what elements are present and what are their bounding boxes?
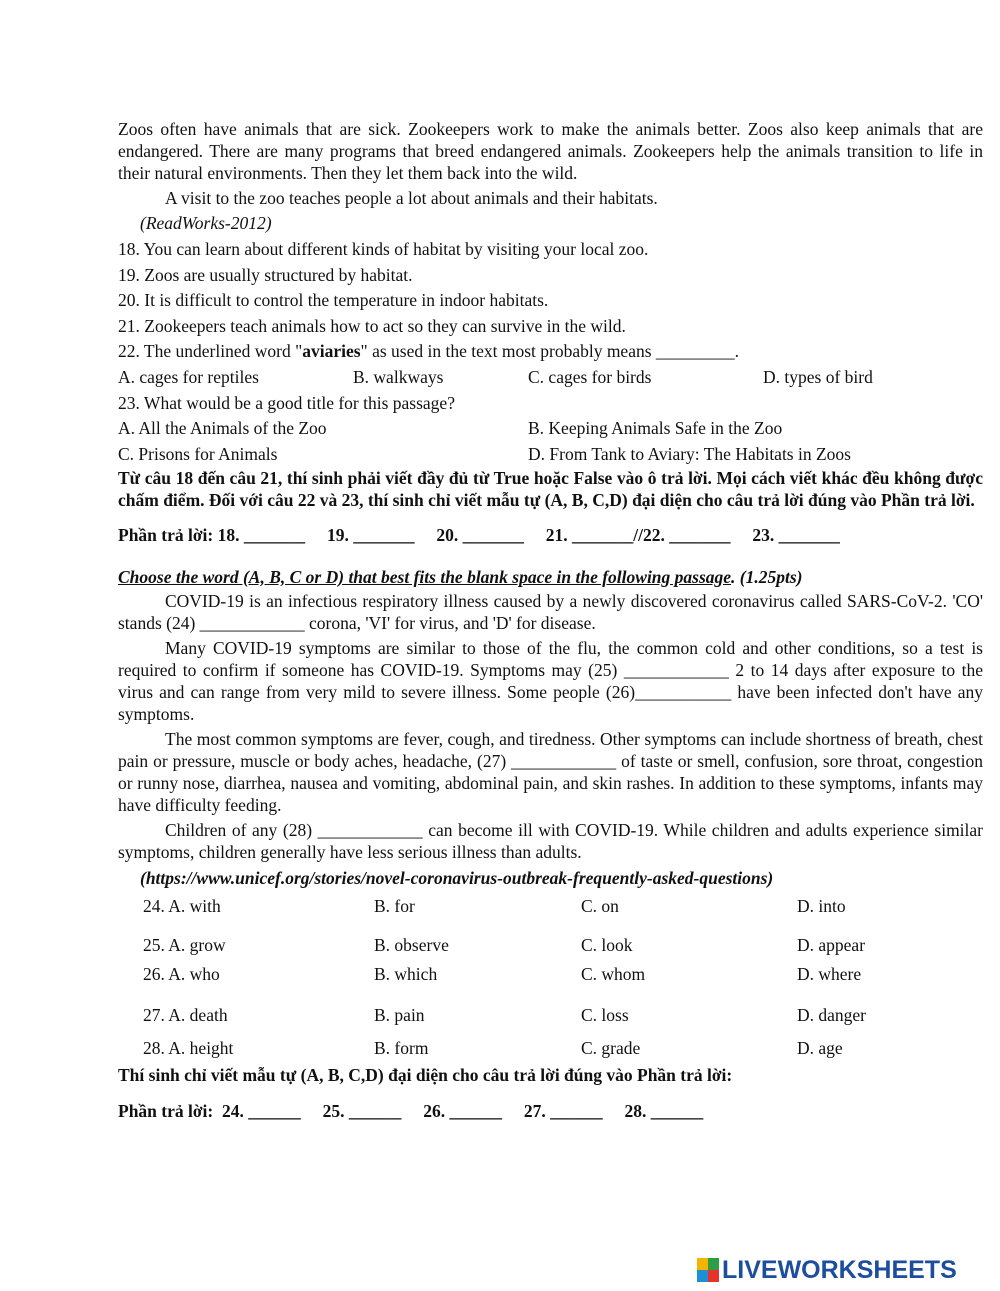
option-26-c: C. whom (581, 963, 646, 984)
option-24-a: 24. A. with (143, 895, 221, 916)
option-28-d: D. age (797, 1037, 843, 1058)
cloze-heading-suffix: . (1.25pts) (731, 566, 803, 587)
option-24-c: C. on (581, 895, 619, 916)
option-25-c: C. look (581, 934, 633, 955)
question-23: 23. What would be a good title for this passage? (118, 392, 455, 413)
cloze-options-24 (118, 895, 983, 917)
option-26-d: D. where (797, 963, 862, 984)
logo-square-green (708, 1258, 719, 1270)
option-25-b: B. observe (374, 934, 449, 955)
question-22-word: aviaries (302, 341, 361, 362)
question-23-options-row-2 (118, 443, 983, 465)
cloze-source: (https://www.unicef.org/stories/novel-coronavirus-outbreak-frequently-asked-questions) (140, 867, 774, 888)
reading-paragraph-2: A visit to the zoo teaches people a lot about animals and their habitats. (165, 188, 658, 208)
option-24-d: D. into (797, 895, 846, 916)
option-24-b: B. for (374, 895, 415, 916)
cloze-options-27 (118, 1004, 983, 1026)
option-23-b: B. Keeping Animals Safe in the Zoo (528, 418, 783, 439)
question-23-options-row-1 (118, 417, 983, 439)
logo-square-red (708, 1270, 719, 1282)
reading-answer-line[interactable]: Phần trả lời: 18. _______ 19. _______ 20. _______ 21. _______//22. _______ 23. _______ (118, 524, 840, 545)
cloze-instruction: Thí sinh chỉ viết mẫu tự (A, B, C,D) đại diện cho câu trả lời đúng vào Phần trả lời: (118, 1064, 733, 1085)
option-27-c: C. loss (581, 1004, 629, 1025)
option-25-a: 25. A. grow (143, 934, 226, 955)
reading-source: (ReadWorks-2012) (140, 213, 272, 233)
question-20: 20. It is difficult to control the temperature in indoor habitats. (118, 290, 549, 311)
question-19: 19. Zoos are usually structured by habitat. (118, 264, 413, 285)
liveworksheets-logo (697, 1255, 957, 1285)
cloze-options-26 (118, 963, 983, 985)
question-21: 21. Zookeepers teach animals how to act so they can survive in the wild. (118, 315, 626, 336)
option-22-a: A. cages for reptiles (118, 366, 259, 387)
option-26-b: B. which (374, 963, 438, 984)
option-23-a: A. All the Animals of the Zoo (118, 418, 327, 439)
option-27-a: 27. A. death (143, 1004, 228, 1025)
reading-instruction: Từ câu 18 đến câu 21, thí sinh phải viết đầy đủ từ True hoặc False vào ô trả lời. Mọi cách viết khác đều không được chấm điểm. Đối với câu 22 và 23, thí sinh chỉ viết mẫu tự (A, B, C,D) đại diện cho câu trả lời đúng vào Phần trả lời. (118, 467, 983, 510)
cloze-heading-text: Choose the word (A, B, C or D) that best fits the blank space in the following passage (118, 566, 732, 587)
worksheet-page (118, 118, 983, 1122)
logo-square-blue (697, 1270, 708, 1282)
option-28-b: B. form (374, 1037, 429, 1058)
option-23-c: C. Prisons for Animals (118, 443, 278, 464)
logo-square-yellow (697, 1258, 708, 1270)
cloze-paragraph-3: The most common symptoms are fever, cough, and tiredness. Other symptoms can include shortness of breath, chest pain or pressure, muscle or body aches, headache, (27) ____________ of taste or smell, confusion, sore throat, congestion or runny nose, diarrhea, nausea and vomiting, abdominal pain, and skin rashes. In addition to these symptoms, infants may have difficulty feeding. (118, 728, 983, 815)
option-27-d: D. danger (797, 1004, 867, 1025)
option-28-a: 28. A. height (143, 1037, 234, 1058)
cloze-paragraph-4: Children of any (28) ____________ can become ill with COVID-19. While children and adults experience similar symptoms, children generally have less serious illness than adults. (118, 819, 983, 862)
question-22-suffix: " as used in the text most probably means _________. (360, 341, 740, 362)
question-22-options (118, 366, 983, 388)
option-22-b: B. walkways (353, 366, 444, 387)
option-26-a: 26. A. who (143, 963, 220, 984)
option-22-d: D. types of bird (763, 366, 873, 387)
cloze-options-25 (118, 934, 983, 956)
option-25-d: D. appear (797, 934, 866, 955)
option-23-d: D. From Tank to Aviary: The Habitats in Zoos (528, 443, 851, 464)
question-22-prefix: 22. The underlined word " (118, 341, 303, 362)
reading-paragraph-1: Zoos often have animals that are sick. Zookeepers work to make the animals better. Zoos also keep animals that are endangered. There are many programs that breed endangered animals. Zookeepers help the animals transition to life in their natural environments. Then they let them back into the wild. (118, 119, 983, 183)
cloze-paragraph-1: COVID-19 is an infectious respiratory illness caused by a newly discovered coronavirus called SARS-CoV-2. 'CO' stands (24) ____________ corona, 'VI' for virus, and 'D' for disease. (118, 590, 983, 633)
cloze-heading (118, 566, 983, 588)
option-27-b: B. pain (374, 1004, 425, 1025)
cloze-options-28 (118, 1037, 983, 1059)
question-18: 18. You can learn about different kinds of habitat by visiting your local zoo. (118, 239, 649, 259)
option-28-c: C. grade (581, 1037, 641, 1058)
liveworksheets-logo-text: LIVEWORKSHEETS (722, 1256, 957, 1284)
liveworksheets-logo-icon (697, 1258, 719, 1282)
cloze-paragraph-2: Many COVID-19 symptoms are similar to those of the flu, the common cold and other conditions, so a test is required to confirm if someone has COVID-19. Symptoms may (25) ____________ 2 to 14 days after exposure to the virus and can range from very mild to severe illness. Some people (26)___________ have been infected don't have any symptoms. (118, 637, 983, 724)
question-22 (118, 340, 983, 362)
cloze-answer-line[interactable]: Phần trả lời: 24. ______ 25. ______ 26. ______ 27. ______ 28. ______ (118, 1100, 704, 1121)
option-22-c: C. cages for birds (528, 366, 652, 387)
